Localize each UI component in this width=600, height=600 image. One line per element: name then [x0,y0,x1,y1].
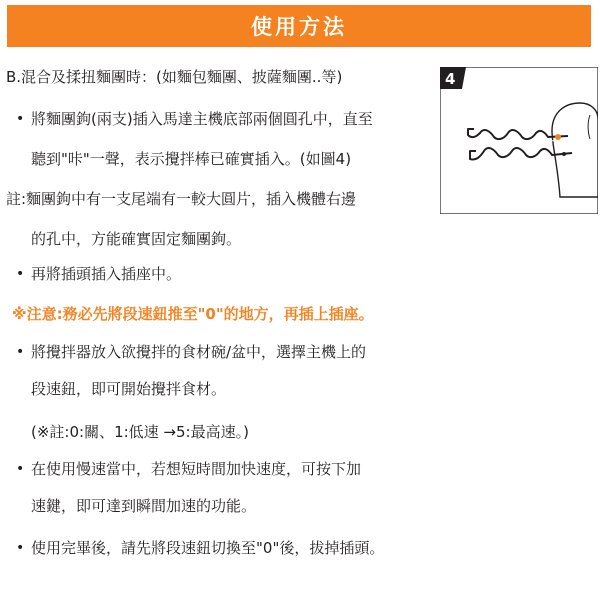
step4-line1: 在使用慢速當中，若想短時間加快速度，可按下加 [31,460,362,478]
bullet: • [16,461,25,477]
step5-line: 使用完畢後，請先將段速鈕切換至"0"後，拔掉插頭。 [31,539,385,557]
page-title: 使用方法 [251,15,347,39]
step3-line1: 將攪拌器放入欲攪拌的食材碗/盆中，選擇主機上的 [31,343,367,361]
hook-socket [555,134,561,140]
step2-line: 再將插頭插入插座中。 [31,265,182,283]
step1-line1: 將麵團鉤(兩支)插入馬達主機底部兩個圓孔中，直至 [31,110,373,128]
bullet: • [16,266,25,282]
note-line1: 註:麵團鉤中有一支尾端有一較大圓片，插入機體右邊 [6,190,357,208]
warning-text: ※注意:務必先將段速鈕推至"0"的地方，再插上插座。 [12,305,374,323]
step1-line2: 聽到"咔"一聲，表示攪拌棒已確實插入。(如圖4) [31,150,352,168]
bullet: • [16,111,25,127]
hook-socket-lower [562,152,566,156]
bullet: • [16,344,25,360]
speed-note: (※註:0:關、1:低速 →5:最高速。) [31,423,249,441]
figure-4 [440,67,598,214]
step3-line2: 段速鈕，即可開始攪拌食材。 [31,380,227,398]
mixer-body [552,103,598,197]
section-b-title: B.混合及揉扭麵團時：(如麵包麵團、披薩麵團..等) [6,68,343,86]
bullet: • [16,540,25,556]
dough-hook-illustration [440,67,598,214]
note-line2: 的孔中，方能確實固定麵團鉤。 [31,230,242,248]
step4-line2: 速鍵，即可達到瞬間加速的功能。 [31,497,257,515]
header-banner [7,5,591,47]
figure-number: 4 [445,70,456,88]
